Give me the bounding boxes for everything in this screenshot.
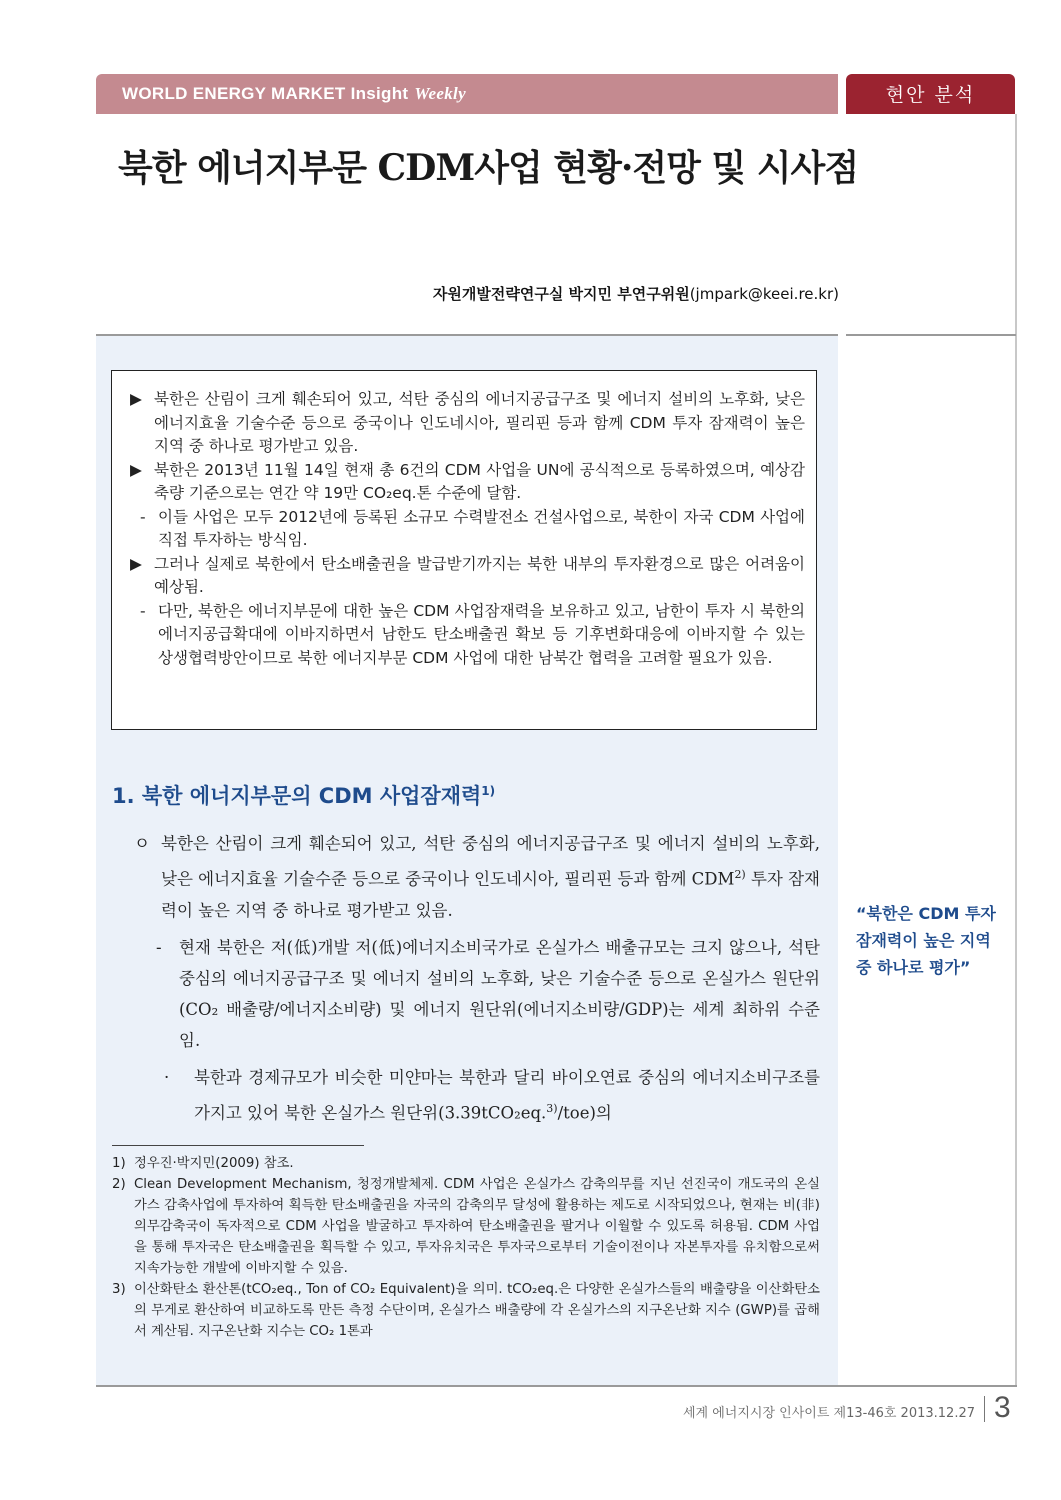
footnote [112,1153,820,1174]
arrow-bullet-icon: ▶ [130,554,142,573]
summary-item [130,388,805,459]
section-tab: 현안 분석 [846,74,1015,114]
paragraph-text: 현재 북한은 저(低)개발 저(低)에너지소비국가로 온실가스 배출규모는 크지 않으나, 석탄 중심의 에너지공급구조 및 에너지 설비의 노후화, 낮은 기술수준 등으로 온실가스 원단위(CO₂ 배출량/에너지소비량) 및 에너지 원단위(에너지소비량/GDP)는 세계 최하위 수준임. [179,937,820,1050]
paragraph-text: /toe)의 [557,1103,612,1122]
dot-bullet: · [164,1067,170,1087]
circle-bullet: ㅇ [134,834,150,853]
footer-publication: 세계 에너지시장 인사이트 제13-46호 2013.12.27 [683,1406,975,1421]
footnote-ref: 2) [734,868,746,881]
section-body [112,828,820,1128]
summary-text: 이들 사업은 모두 2012년에 등록된 소규모 수력발전소 건설사업으로, 북한이 자국 CDM 사업에 직접 투자하는 방식임. [158,507,805,549]
author-email: (jmpark@keei.re.kr) [689,285,839,303]
body-subparagraph [112,932,820,1056]
publication-title [122,84,466,104]
footer-divider [96,1385,1017,1387]
footnote-text: 이산화탄소 환산톤(tCO₂eq., Ton of CO₂ Equivalent)을 의미. tCO₂eq.은 다양한 온실가스들의 배출량을 이산화탄소의 무게로 환산하여 비교하도록 만든 측정 수단이며, 온실가스 배출량에 각 온실가스의 지구온난화 지수 (GWP)를 곱해서 계산됨. 지구온난화 지수는 CO₂ 1톤과 [134,1282,820,1339]
pull-quote: “북한은 CDM 투자 잠재력이 높은 지역 중 하나로 평가” [856,904,996,977]
summary-item [130,459,805,506]
footer-separator [984,1396,985,1422]
summary-text: 다만, 북한은 에너지부문에 대한 높은 CDM 사업잠재력을 보유하고 있고, 남한이 투자 시 북한의 에너지공급확대에 이바지하면서 남한도 탄소배출권 확보 등 기후변화대응에 이바지할 수 있는 상생협력방안이므로 북한 에너지부문 CDM 사업에 대한 남북간 협력을 고려할 필요가 있음. [158,601,805,667]
dash-bullet: - [140,601,146,620]
right-border [1015,114,1017,1386]
footnote [112,1174,820,1279]
arrow-bullet-icon: ▶ [130,390,142,408]
author-name: 자원개발전략연구실 박지민 부연구위원 [432,285,690,303]
footnote [112,1279,820,1342]
article-title: 북한 에너지부문 CDM사업 현황·전망 및 시사점 [118,147,859,189]
footnote-number: 1) [112,1156,126,1171]
footnote-text: Clean Development Mechanism, 청정개발체제. CDM 사업은 온실가스 감축의무를 지닌 선진국이 개도국의 온실가스 감축사업에 투자하여 획득한 탄소배출권을 자국의 감축의무 달성에 활용하는 제도로 시작되었으나, 현재는 비(非)의무감축국이 독자적으로 CDM 사업을 발굴하고 투자하여 탄소배출권을 팔거나 이월할 수 있도록 허용됨. CDM 사업을 통해 투자국은 탄소배출권을 획득할 수 있고, 투자유치국은 투자국으로부터 기술이전이나 자본투자를 유치함으로써 지속가능한 개발에 이바지할 수 있음. [134,1177,820,1276]
publication-frequency: Weekly [414,84,466,103]
page-number: 3 [994,1391,1011,1424]
footnote-ref: 1) [481,784,496,798]
divider [846,334,1016,336]
footnote-divider [112,1145,364,1146]
publication-name: WORLD ENERGY MARKET Insight [122,84,409,103]
dash-bullet: - [156,937,162,957]
summary-subitem [130,600,805,671]
summary-text: 북한은 산림이 크게 훼손되어 있고, 석탄 중심의 에너지공급구조 및 에너지 설비의 노후화, 낮은 에너지효율 기술수준 등으로 중국이나 인도네시아, 필리핀 등과 함께 CDM 투자 잠재력이 높은 지역 중 하나로 평가받고 있음. [154,390,805,455]
body-subsubparagraph [112,1062,820,1129]
footnote-number: 2) [112,1177,126,1192]
summary-item [130,553,805,600]
dash-bullet: - [140,507,146,526]
summary-text: 북한은 2013년 11월 14일 현재 총 6건의 CDM 사업을 UN에 공식적으로 등록하였으며, 예상감축량 기준으로는 연간 약 19만 CO₂eq.톤 수준에 달함. [154,460,805,502]
section-heading [112,780,495,810]
footnote-ref: 3) [546,1101,558,1115]
summary-subitem [130,506,805,553]
paragraph-text: 투자 잠재력이 높은 지역 중 하나로 평가받고 있음. [161,869,820,920]
footnote-number: 3) [112,1282,126,1297]
footnotes [112,1153,820,1342]
section-heading-text: 1. 북한 에너지부문의 CDM 사업잠재력 [112,784,482,808]
paragraph-text: 북한은 산림이 크게 훼손되어 있고, 석탄 중심의 에너지공급구조 및 에너지 설비의 노후화, 낮은 에너지효율 기술수준 등으로 중국이나 인도네시아, 필리핀 등과 함께 CDM [161,834,820,889]
author-line [433,283,839,304]
body-paragraph [112,828,820,926]
paragraph-text: 북한과 경제규모가 비슷한 미얀마는 북한과 달리 바이오연료 중심의 에너지소비구조를 가지고 있어 북한 온실가스 원단위(3.39tCO₂eq. [194,1067,820,1122]
summary-list [130,388,805,670]
summary-text: 그러나 실제로 북한에서 탄소배출권을 발급받기까지는 북한 내부의 투자환경으로 많은 어려움이 예상됨. [154,554,805,596]
arrow-bullet-icon: ▶ [130,460,142,479]
footnote-text: 정우진·박지민(2009) 참조. [134,1156,294,1171]
